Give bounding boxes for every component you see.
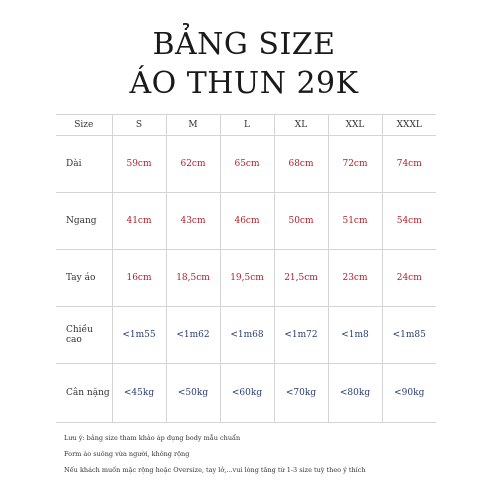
table-cell: <1m55: [112, 307, 166, 364]
table-cell: 18,5cm: [166, 250, 220, 307]
table-cell: 41cm: [112, 193, 166, 250]
table-row-sleeve: [56, 250, 436, 307]
table-cell: <80kg: [328, 364, 382, 423]
header-size-xxl: XXL: [328, 115, 382, 136]
table-cell: <70kg: [274, 364, 328, 423]
row-label: Tay áo: [56, 250, 112, 307]
table-cell: <1m85: [382, 307, 436, 364]
table-cell: 59cm: [112, 136, 166, 193]
table-cell: 16cm: [112, 250, 166, 307]
note-reference: Lưu ý: bảng size tham khảo áp dụng body mẫu chuẩn: [64, 434, 241, 442]
header-size-l: L: [220, 115, 274, 136]
table-cell: 50cm: [274, 193, 328, 250]
table-cell: 23cm: [328, 250, 382, 307]
table-cell: <1m72: [274, 307, 328, 364]
page-subtitle: ÁO THUN 29K: [129, 66, 359, 101]
table-cell: <90kg: [382, 364, 436, 423]
note-oversize: Nếu khách muốn mặc rộng hoặc Oversize, tay lở,...vui lòng tăng từ 1-3 size tuỳ theo ý thích: [64, 466, 366, 474]
table-row-weight: [56, 364, 436, 423]
header-size-m: M: [166, 115, 220, 136]
table-cell: <1m62: [166, 307, 220, 364]
row-label: Ngang: [56, 193, 112, 250]
table-row-height: [56, 307, 436, 364]
table-cell: <60kg: [220, 364, 274, 423]
table-cell: 54cm: [382, 193, 436, 250]
table-cell: 19,5cm: [220, 250, 274, 307]
header-size-label: Size: [56, 115, 112, 136]
table-cell: 72cm: [328, 136, 382, 193]
table-cell: 24cm: [382, 250, 436, 307]
table-cell: 68cm: [274, 136, 328, 193]
notes-section: [64, 434, 464, 482]
table-cell: <1m8: [328, 307, 382, 364]
header-size-xxxl: XXXL: [382, 115, 436, 136]
table-cell: <45kg: [112, 364, 166, 423]
row-label: Cân nặng: [56, 364, 112, 423]
table-row-width: [56, 193, 436, 250]
table-cell: 65cm: [220, 136, 274, 193]
table-cell: 51cm: [328, 193, 382, 250]
header-size-s: S: [112, 115, 166, 136]
table-cell: 74cm: [382, 136, 436, 193]
table-header-row: [56, 115, 436, 136]
header-size-xl: XL: [274, 115, 328, 136]
table-cell: <50kg: [166, 364, 220, 423]
note-fit: Form áo suông vừa người, không rộng: [64, 450, 190, 458]
row-label: Chiều cao: [56, 307, 112, 364]
size-table: [56, 114, 436, 423]
page-title: BẢNG SIZE: [152, 27, 336, 62]
table-cell: <1m68: [220, 307, 274, 364]
table-cell: 62cm: [166, 136, 220, 193]
row-label: Dài: [56, 136, 112, 193]
table-cell: 46cm: [220, 193, 274, 250]
table-cell: 21,5cm: [274, 250, 328, 307]
table-cell: 43cm: [166, 193, 220, 250]
table-row-length: [56, 136, 436, 193]
